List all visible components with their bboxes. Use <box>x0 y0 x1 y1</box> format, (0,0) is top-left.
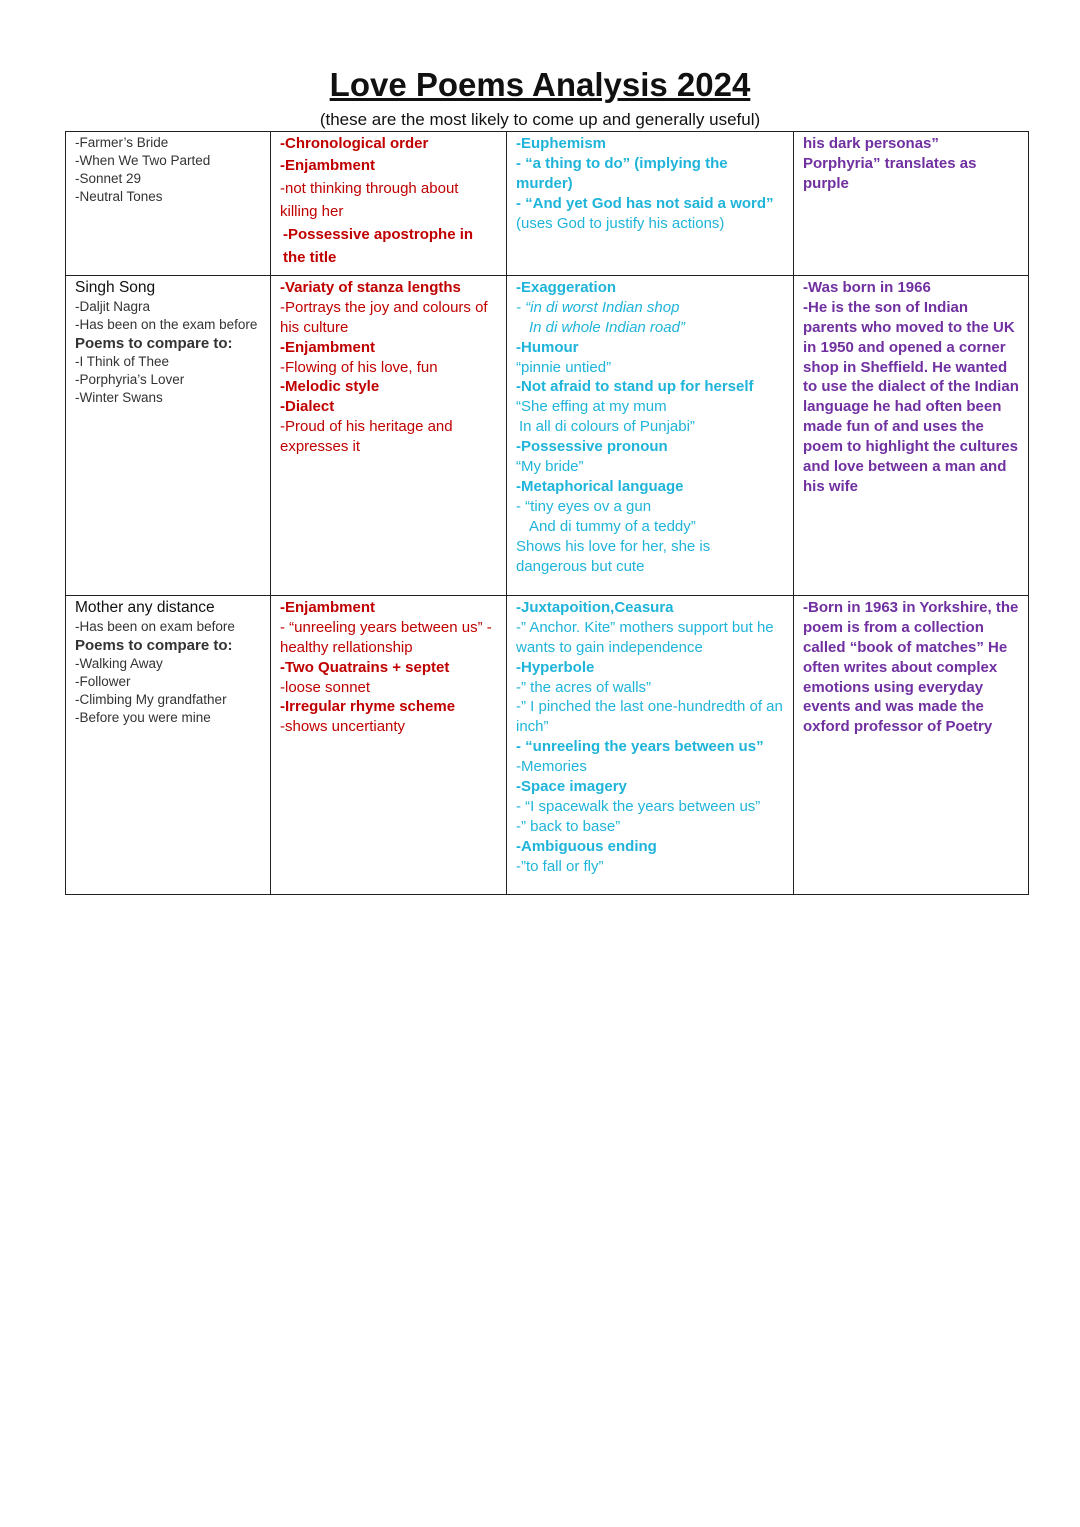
compare-item: -Winter Swans <box>75 389 163 405</box>
structure-cell <box>271 275 507 595</box>
structure-note: -Melodic style <box>280 378 380 396</box>
table-row <box>66 132 1029 276</box>
list-item: -Sonnet 29 <box>75 171 142 186</box>
compare-label: Poems to compare to: <box>75 636 233 654</box>
language-note: (uses God to justify his actions) <box>516 214 725 232</box>
structure-note: -Chronological order <box>280 135 429 152</box>
language-note: “My bride” <box>516 458 584 476</box>
context-note: his dark personas” <box>803 135 939 152</box>
compare-item: -Climbing My grandfather <box>75 691 227 707</box>
page-title: Love Poems Analysis 2024 <box>329 66 751 103</box>
language-note: -Metaphorical language <box>516 477 684 495</box>
structure-note: -Two Quatrains + septet <box>280 658 450 676</box>
poem-info-cell <box>66 595 271 894</box>
structure-note: -shows uncertianty <box>280 718 406 736</box>
structure-note: -Possessive apostrophe in the title <box>283 225 474 266</box>
language-note: - “a thing to do” (implying the murder) <box>516 154 728 192</box>
language-note: -Juxtapoition,Ceasura <box>516 598 674 616</box>
poem-info-cell <box>66 275 271 595</box>
list-item: -Farmer’s Bride <box>75 135 169 150</box>
language-cell <box>507 275 794 595</box>
language-note: “pinnie untied” <box>516 358 612 376</box>
compare-item: -Follower <box>75 673 131 689</box>
structure-note: -not thinking through about killing her <box>280 179 459 220</box>
language-note: -” I pinched the last one-hundredth of an inch” <box>516 698 783 736</box>
structure-note: -Enjambment <box>280 156 376 174</box>
list-item: -Has been on exam before <box>75 618 235 634</box>
language-note: - “in di worst Indian shop <box>516 298 680 316</box>
structure-note: -Portrays the joy and colours of his culture <box>280 298 488 336</box>
language-note: -” back to base” <box>516 817 621 835</box>
list-item: -Neutral Tones <box>75 189 163 204</box>
compare-item: -I Think of Thee <box>75 353 170 369</box>
structure-note: -loose sonnet <box>280 678 371 696</box>
structure-note: -Dialect <box>280 398 335 416</box>
language-note: -”to fall or fly” <box>516 857 604 875</box>
language-note: -Ambiguous ending <box>516 837 657 855</box>
language-note: -” the acres of walls” <box>516 678 652 696</box>
language-note: And di tummy of a teddy” <box>529 517 696 535</box>
language-note: In di whole Indian road” <box>529 318 685 336</box>
list-item: -When We Two Parted <box>75 153 211 168</box>
context-cell <box>794 132 1029 276</box>
context-cell <box>794 595 1029 894</box>
list-item: -Has been on the exam before <box>75 316 258 332</box>
language-note: Shows his love for her, she is dangerous but cute <box>516 537 711 575</box>
analysis-table <box>65 131 1029 895</box>
poem-title: Singh Song <box>75 278 156 296</box>
context-note: -He is the son of Indian parents who moved to the UK in 1950 and opened a corner shop in Sheffield. He wanted to use the dialect of the Indian language he had often been made fun of and uses the poem to highlight the cultures and love between a man and his wife <box>803 298 1019 495</box>
language-note: -Memories <box>516 758 587 776</box>
table-row <box>66 595 1029 894</box>
structure-note: -Flowing of his love, fun <box>280 358 438 376</box>
language-note: - “tiny eyes ov a gun <box>516 497 652 515</box>
language-cell <box>507 132 794 276</box>
language-note: - “unreeling the years between us” <box>516 738 764 756</box>
structure-note: -Proud of his heritage and expresses it <box>280 418 453 456</box>
list-item: -Daljit Nagra <box>75 298 151 314</box>
compare-label: Poems to compare to: <box>75 334 233 352</box>
compare-item: -Porphyria’s Lover <box>75 371 185 387</box>
structure-note: -Variaty of stanza lengths <box>280 278 461 296</box>
poem-title: Mother any distance <box>75 598 215 616</box>
language-note: - “And yet God has not said a word” <box>516 194 774 212</box>
language-note: -Humour <box>516 338 579 356</box>
language-note: -Hyperbole <box>516 658 595 676</box>
language-note: -Exaggeration <box>516 278 617 296</box>
language-note: -Not afraid to stand up for herself <box>516 378 754 396</box>
language-note: -Euphemism <box>516 135 607 152</box>
language-cell <box>507 595 794 894</box>
compare-item: -Before you were mine <box>75 709 211 725</box>
structure-note: -Enjambment <box>280 338 376 356</box>
page-subtitle: (these are the most likely to come up and generally useful) <box>319 110 761 129</box>
language-note: -” Anchor. Kite” mothers support but he wants to gain independence <box>516 618 774 656</box>
language-note: In all di colours of Punjabi” <box>519 418 695 436</box>
context-note: -Was born in 1966 <box>803 278 931 296</box>
language-note: -Possessive pronoun <box>516 438 668 456</box>
context-note: Porphyria” translates as purple <box>803 154 977 192</box>
context-note: -Born in 1963 in Yorkshire, the poem is from a collection called “book of matches” He often writes about complex emotions using everyday events and was made the oxford professor of Poetry <box>803 598 1019 736</box>
table-row <box>66 275 1029 595</box>
structure-cell <box>271 595 507 894</box>
structure-note: -Enjambment <box>280 598 376 616</box>
language-note: “She effing at my mum <box>516 398 667 416</box>
language-note: - “I spacewalk the years between us” <box>516 797 761 815</box>
language-note: -Space imagery <box>516 778 627 796</box>
structure-note: -Irregular rhyme scheme <box>280 698 456 716</box>
context-cell <box>794 275 1029 595</box>
structure-note: - “unreeling years between us” - healthy rellationship <box>280 618 492 656</box>
poem-list-cell <box>66 132 271 276</box>
compare-item: -Walking Away <box>75 655 163 671</box>
structure-cell <box>271 132 507 276</box>
